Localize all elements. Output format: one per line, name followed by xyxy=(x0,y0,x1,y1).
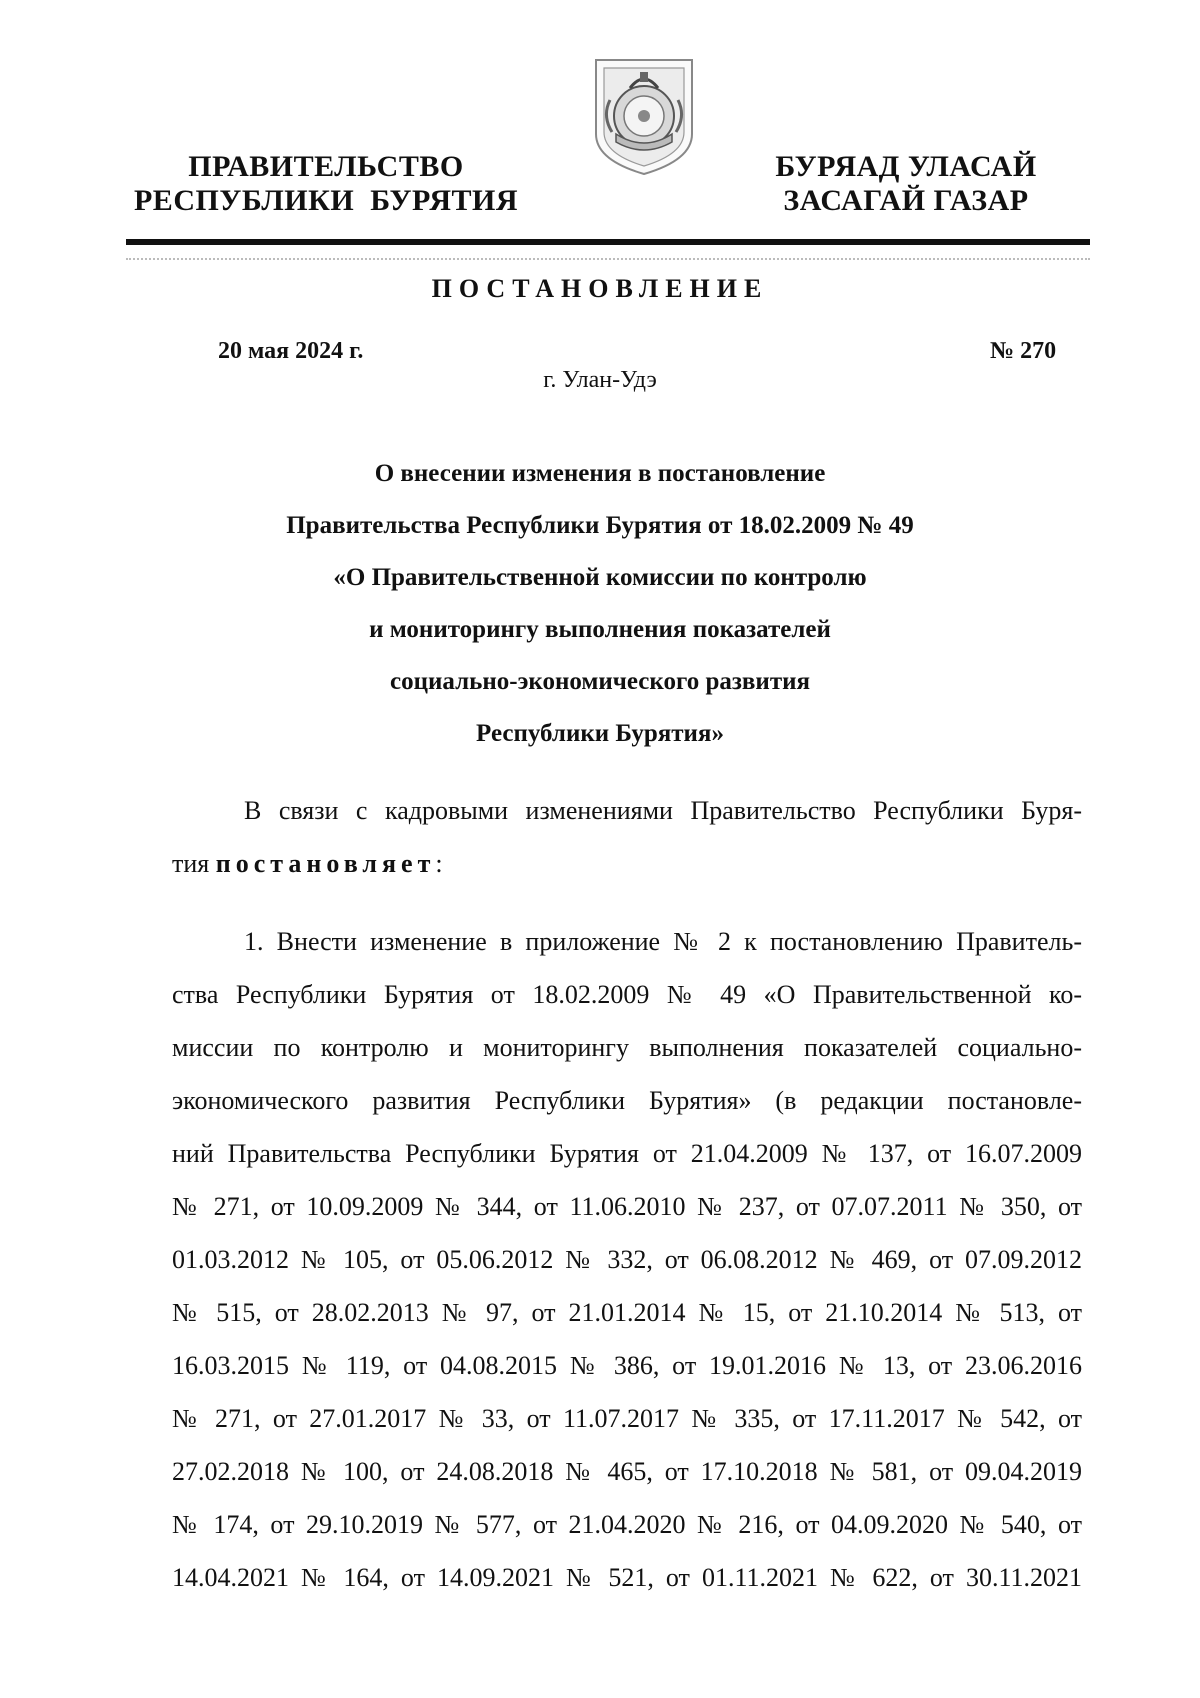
clause-line: 01.03.2012 № 105, от 05.06.2012 № 332, от 06.08.2012 № 469, от 07.09.2012 xyxy=(172,1245,1082,1274)
clause-line: № 271, от 27.01.2017 № 33, от 11.07.2017 № 335, от 17.11.2017 № 542, от xyxy=(172,1404,1082,1433)
header-divider xyxy=(126,239,1090,245)
clause-line: № 174, от 29.10.2019 № 577, от 21.04.2020 № 216, от 04.09.2020 № 540, от xyxy=(172,1510,1082,1539)
header-right-line1: БУРЯАД УЛАСАЙ xyxy=(775,150,1037,183)
resolves-word: постановляет xyxy=(215,849,436,878)
header-left xyxy=(126,150,526,218)
document-type: ПОСТАНОВЛЕНИЕ xyxy=(431,274,769,303)
clause-line: 27.02.2018 № 100, от 24.08.2018 № 465, от 17.10.2018 № 581, от 09.04.2019 xyxy=(172,1457,1082,1486)
clause-line: ний Правительства Республики Бурятия от 21.04.2009 № 137, от 16.07.2009 xyxy=(172,1139,1082,1168)
header-right-line2: ЗАСАГАЙ ГАЗАР xyxy=(783,184,1029,217)
clause-line: № 515, от 28.02.2013 № 97, от 21.01.2014 № 15, от 21.10.2014 № 513, от xyxy=(172,1298,1082,1327)
header-left-line1: ПРАВИТЕЛЬСТВО xyxy=(188,150,464,183)
clause-line: № 271, от 10.09.2009 № 344, от 11.06.2010 № 237, от 07.07.2011 № 350, от xyxy=(172,1192,1082,1221)
clause-line: 16.03.2015 № 119, от 04.08.2015 № 386, от 19.01.2016 № 13, от 23.06.2016 xyxy=(172,1351,1082,1380)
clause-1 xyxy=(172,915,1082,1604)
document-city: г. Улан-Удэ xyxy=(543,367,657,393)
clause-line: 14.04.2021 № 164, от 14.09.2021 № 521, от 01.11.2021 № 622, от 30.11.2021 xyxy=(172,1563,1082,1592)
subject-line: О внесении изменения в постановление xyxy=(374,460,826,487)
subject-line: и мониторингу выполнения показателей xyxy=(369,616,831,643)
subject-line: Правительства Республики Бурятия от 18.02.2009 № 49 xyxy=(286,512,914,539)
preamble-line xyxy=(172,837,1082,890)
document-subject xyxy=(0,448,1200,760)
header-right xyxy=(722,150,1090,218)
document-number: № 270 xyxy=(990,338,1057,364)
header-left-line2: РЕСПУБЛИКИ БУРЯТИЯ xyxy=(133,184,519,217)
subject-line: Республики Бурятия» xyxy=(476,720,724,747)
subject-line: социально-экономического развития xyxy=(389,668,811,695)
clause-line: 1. Внести изменение в приложение № 2 к постановлению Правитель- xyxy=(244,927,1082,956)
document-date: 20 мая 2024 г. xyxy=(218,338,364,364)
clause-line: экономического развития Республики Бурятия» (в редакции постановле- xyxy=(172,1086,1082,1115)
preamble xyxy=(172,784,1082,890)
preamble-end: : xyxy=(435,849,443,878)
clause-line: ства Республики Бурятия от 18.02.2009 № 49 «О Правительственной ко- xyxy=(172,980,1082,1009)
preamble-line: В связи с кадровыми изменениями Правительство Республики Буря- xyxy=(244,796,1082,825)
header-divider-thin xyxy=(126,258,1090,260)
preamble-start: тия xyxy=(172,849,216,878)
clause-line: миссии по контролю и мониторингу выполнения показателей социально- xyxy=(172,1033,1082,1062)
subject-line: «О Правительственной комиссии по контролю xyxy=(333,564,867,591)
coat-of-arms-icon xyxy=(588,56,700,178)
